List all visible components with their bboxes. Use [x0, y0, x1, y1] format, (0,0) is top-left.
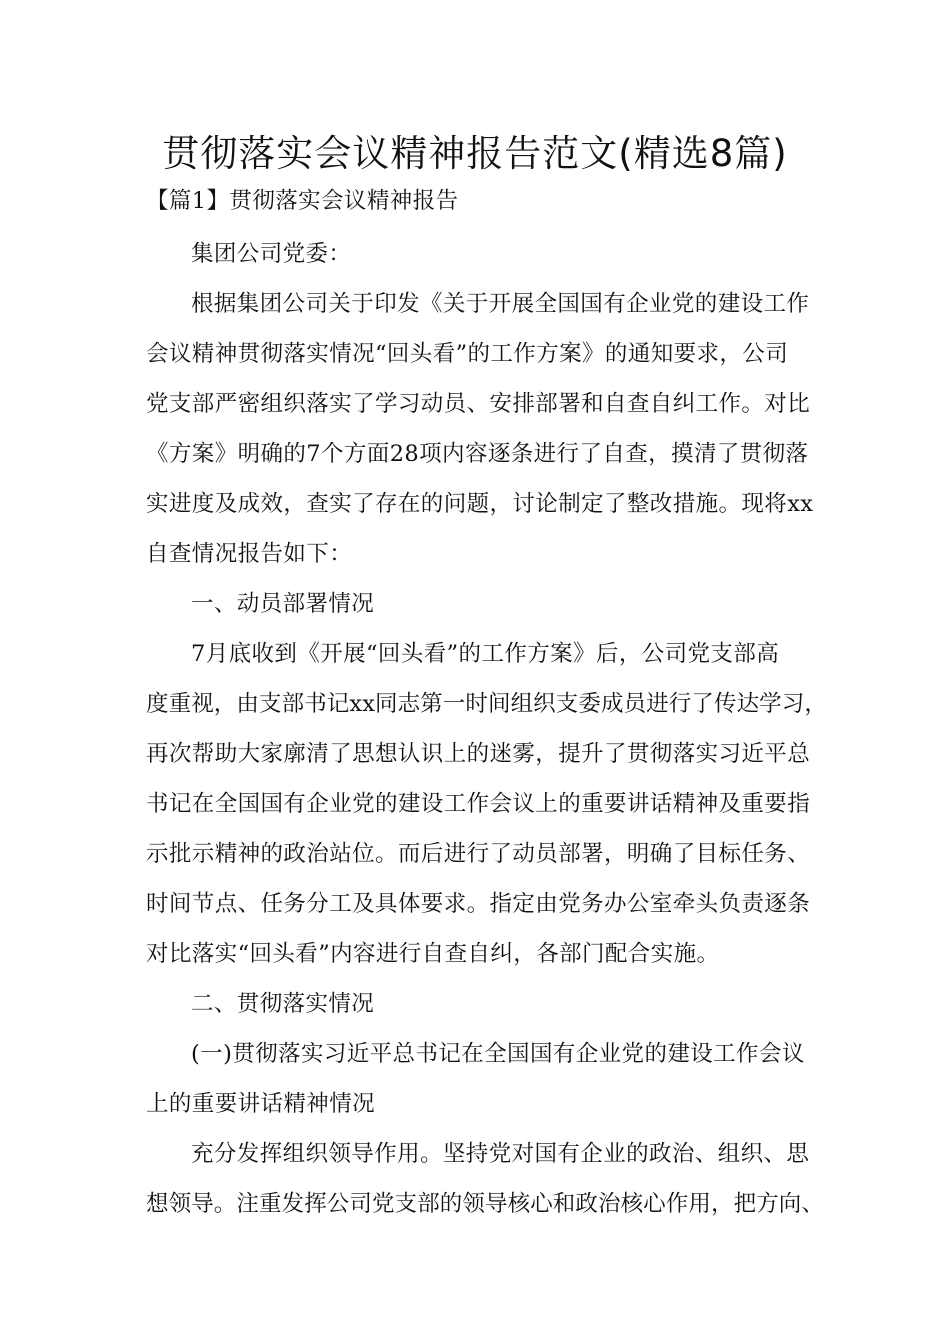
paragraph-line: 再次帮助大家廓清了思想认识上的迷雾，提升了贯彻落实习近平总 — [146, 741, 811, 767]
subsection-heading: (一)贯彻落实习近平总书记在全国国有企业党的建设工作会议 — [191, 1041, 805, 1067]
paragraph-line: 《方案》明确的7个方面28项内容逐条进行了自查，摸清了贯彻落 — [146, 441, 809, 467]
paragraph-line: 度重视，由支部书记xx同志第一时间组织支委成员进行了传达学习， — [146, 691, 827, 717]
paragraph-line: 对比落实“回头看”内容进行自查自纠，各部门配合实施。 — [146, 941, 720, 967]
document-title: 贯彻落实会议精神报告范文(精选8篇) — [162, 132, 788, 175]
paragraph-line: 自查情况报告如下： — [146, 541, 353, 567]
paragraph-line: 党支部严密组织落实了学习动员、安排部署和自查自纠工作。对比 — [146, 391, 811, 417]
paragraph-line: 根据集团公司关于印发《关于开展全国国有企业党的建设工作 — [191, 291, 810, 317]
section-heading: 【篇1】贯彻落实会议精神报告 — [146, 188, 459, 214]
section-heading: 二、贯彻落实情况 — [191, 991, 375, 1017]
subsection-heading-continuation: 上的重要讲话精神情况 — [146, 1091, 376, 1117]
paragraph-line: 会议精神贯彻落实情况“回头看”的工作方案》的通知要求，公司 — [146, 341, 789, 367]
paragraph-line: 想领导。注重发挥公司党支部的领导核心和政治核心作用，把方向、 — [146, 1191, 825, 1217]
paragraph-line: 实进度及成效，查实了存在的问题，讨论制定了整改措施。现将xx — [146, 491, 814, 517]
paragraph-line: 7月底收到《开展“回头看”的工作方案》后，公司党支部高 — [191, 641, 780, 667]
paragraph-line: 时间节点、任务分工及具体要求。指定由党务办公室牵头负责逐条 — [146, 891, 811, 917]
paragraph-line: 书记在全国国有企业党的建设工作会议上的重要讲话精神及重要指 — [146, 791, 811, 817]
paragraph-line: 示批示精神的政治站位。而后进行了动员部署，明确了目标任务、 — [146, 841, 811, 867]
section-heading: 一、动员部署情况 — [191, 591, 375, 617]
paragraph-line: 充分发挥组织领导作用。坚持党对国有企业的政治、组织、思 — [191, 1141, 810, 1167]
paragraph-line: 集团公司党委： — [191, 241, 352, 267]
